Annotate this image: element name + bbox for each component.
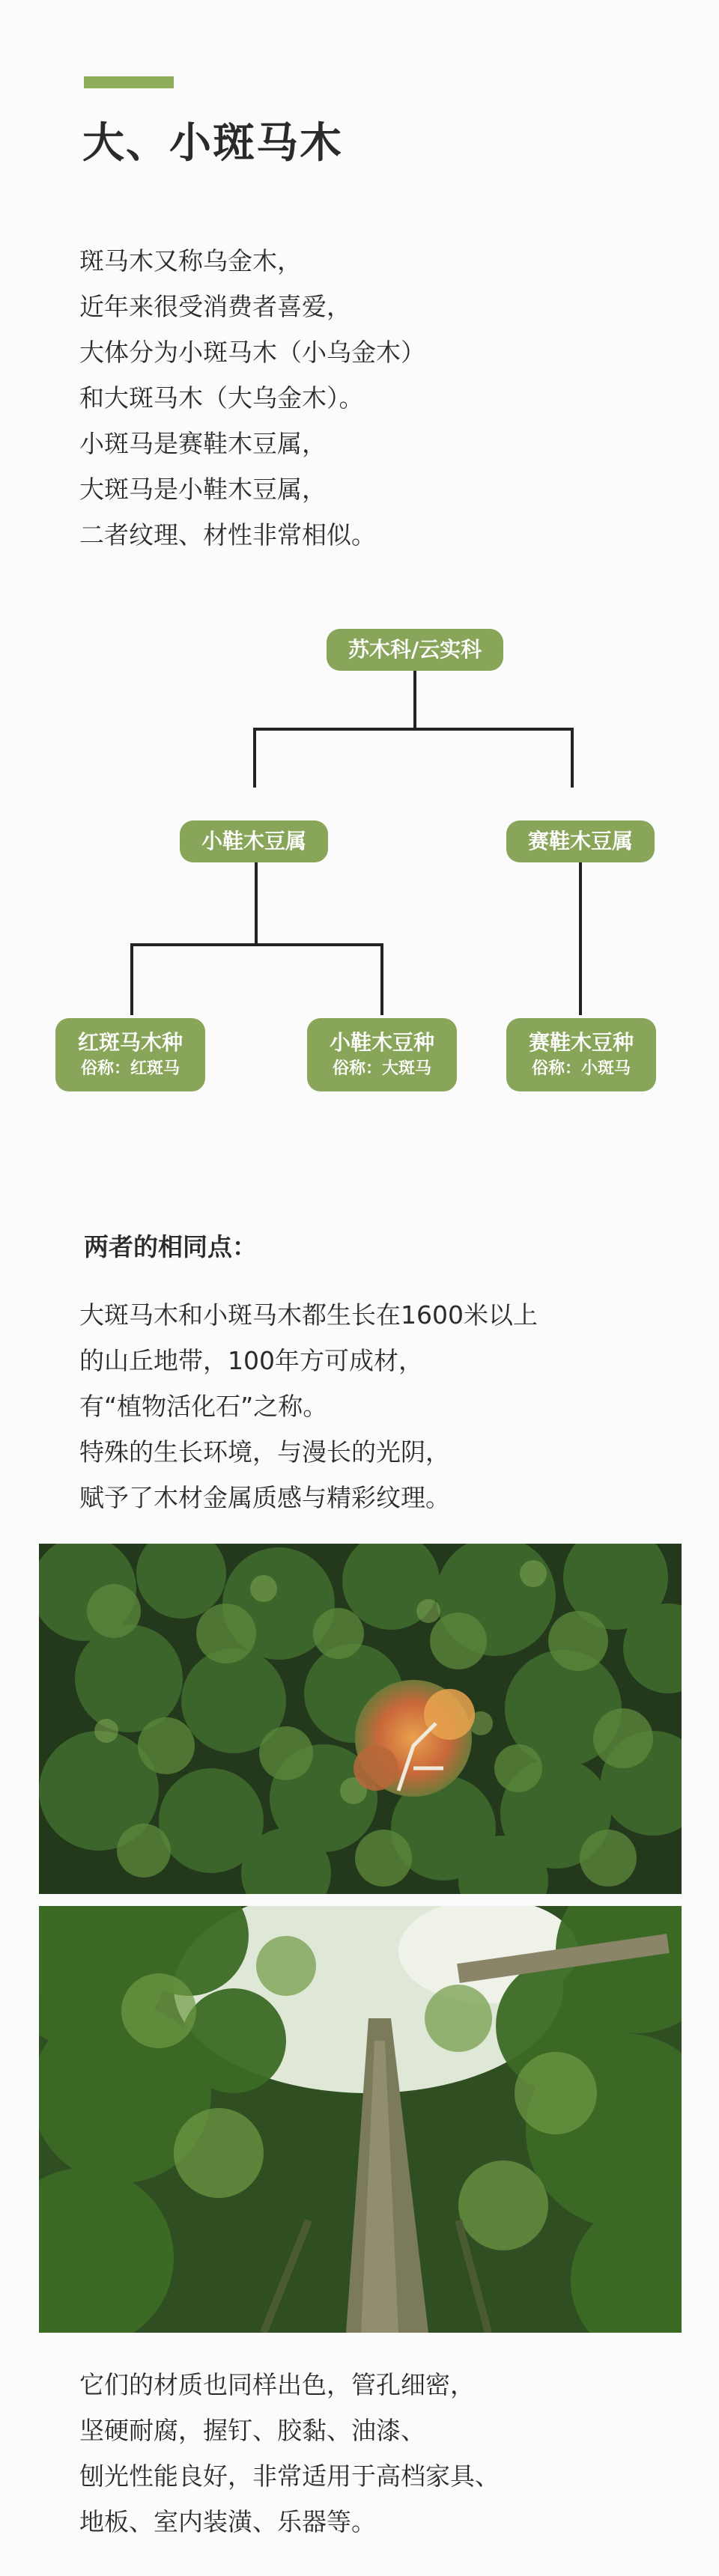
tree-node-root	[327, 629, 503, 671]
paragraph-line: 地板、室内装潢、乐器等。	[79, 2507, 376, 2536]
intro-paragraph	[79, 238, 425, 558]
species-name: 赛鞋木豆种	[528, 1029, 634, 1055]
closing-paragraph	[79, 2362, 500, 2545]
species-name: 小鞋木豆种	[329, 1029, 434, 1055]
connector	[571, 728, 574, 788]
paragraph-line: 它们的材质也同样出色，管孔细密，	[79, 2370, 475, 2399]
connector	[253, 728, 574, 731]
species-alias: 俗称：小斑马	[531, 1059, 631, 1078]
paragraph-line: 特殊的生长环境，与漫长的光阴，	[79, 1437, 450, 1467]
connector	[413, 671, 416, 729]
connector	[255, 862, 258, 945]
tree-node-species-2	[307, 1018, 457, 1091]
common-points-paragraph	[79, 1292, 538, 1520]
connector	[380, 943, 383, 1015]
forest-canopy-photo	[39, 1544, 682, 1894]
paragraph-line: 大斑马木和小斑马木都生长在1600米以上	[79, 1300, 538, 1330]
tree-node-genus-left	[180, 820, 328, 862]
intro-line: 近年来很受消费者喜爱，	[79, 292, 351, 321]
paragraph-line: 刨光性能良好，非常适用于高档家具、	[79, 2461, 500, 2491]
paragraph-line: 坚硬耐腐，握钉、胶黏、油漆、	[79, 2416, 425, 2445]
connector	[253, 728, 256, 788]
species-name: 红斑马木种	[77, 1029, 183, 1055]
paragraph-line: 的山丘地带，100年方可成材，	[79, 1346, 423, 1375]
tree-node-label: 赛鞋木豆属	[527, 829, 633, 854]
connector	[130, 943, 383, 946]
connector	[130, 943, 133, 1015]
paragraph-line: 赋予了木材金属质感与精彩纹理。	[79, 1483, 450, 1512]
tall-tree-photo	[39, 1906, 682, 2333]
connector	[579, 862, 582, 1015]
tree-node-label: 苏木科/云实科	[348, 637, 482, 663]
paragraph-line: 有“植物活化石”之称。	[79, 1392, 328, 1421]
species-alias: 俗称：红斑马	[80, 1059, 180, 1078]
intro-line: 二者纹理、材性非常相似。	[79, 520, 376, 549]
tree-node-genus-right	[506, 820, 655, 862]
tree-node-species-3	[506, 1018, 656, 1091]
accent-bar	[84, 76, 174, 88]
tree-node-species-1	[55, 1018, 205, 1091]
intro-line: 斑马木又称乌金木，	[79, 246, 302, 275]
classification-tree	[0, 629, 719, 1108]
tree-node-label: 小鞋木豆属	[201, 829, 306, 854]
intro-line: 大体分为小斑马木（小乌金木）	[79, 338, 425, 367]
page-title: 大、小斑马木	[82, 119, 343, 168]
intro-line: 大斑马是小鞋木豆属，	[79, 475, 327, 504]
intro-line: 小斑马是赛鞋木豆属，	[79, 429, 327, 458]
intro-line: 和大斑马木（大乌金木）。	[79, 383, 364, 412]
species-alias: 俗称：大斑马	[332, 1059, 431, 1078]
section-heading: 两者的相同点：	[84, 1232, 257, 1261]
